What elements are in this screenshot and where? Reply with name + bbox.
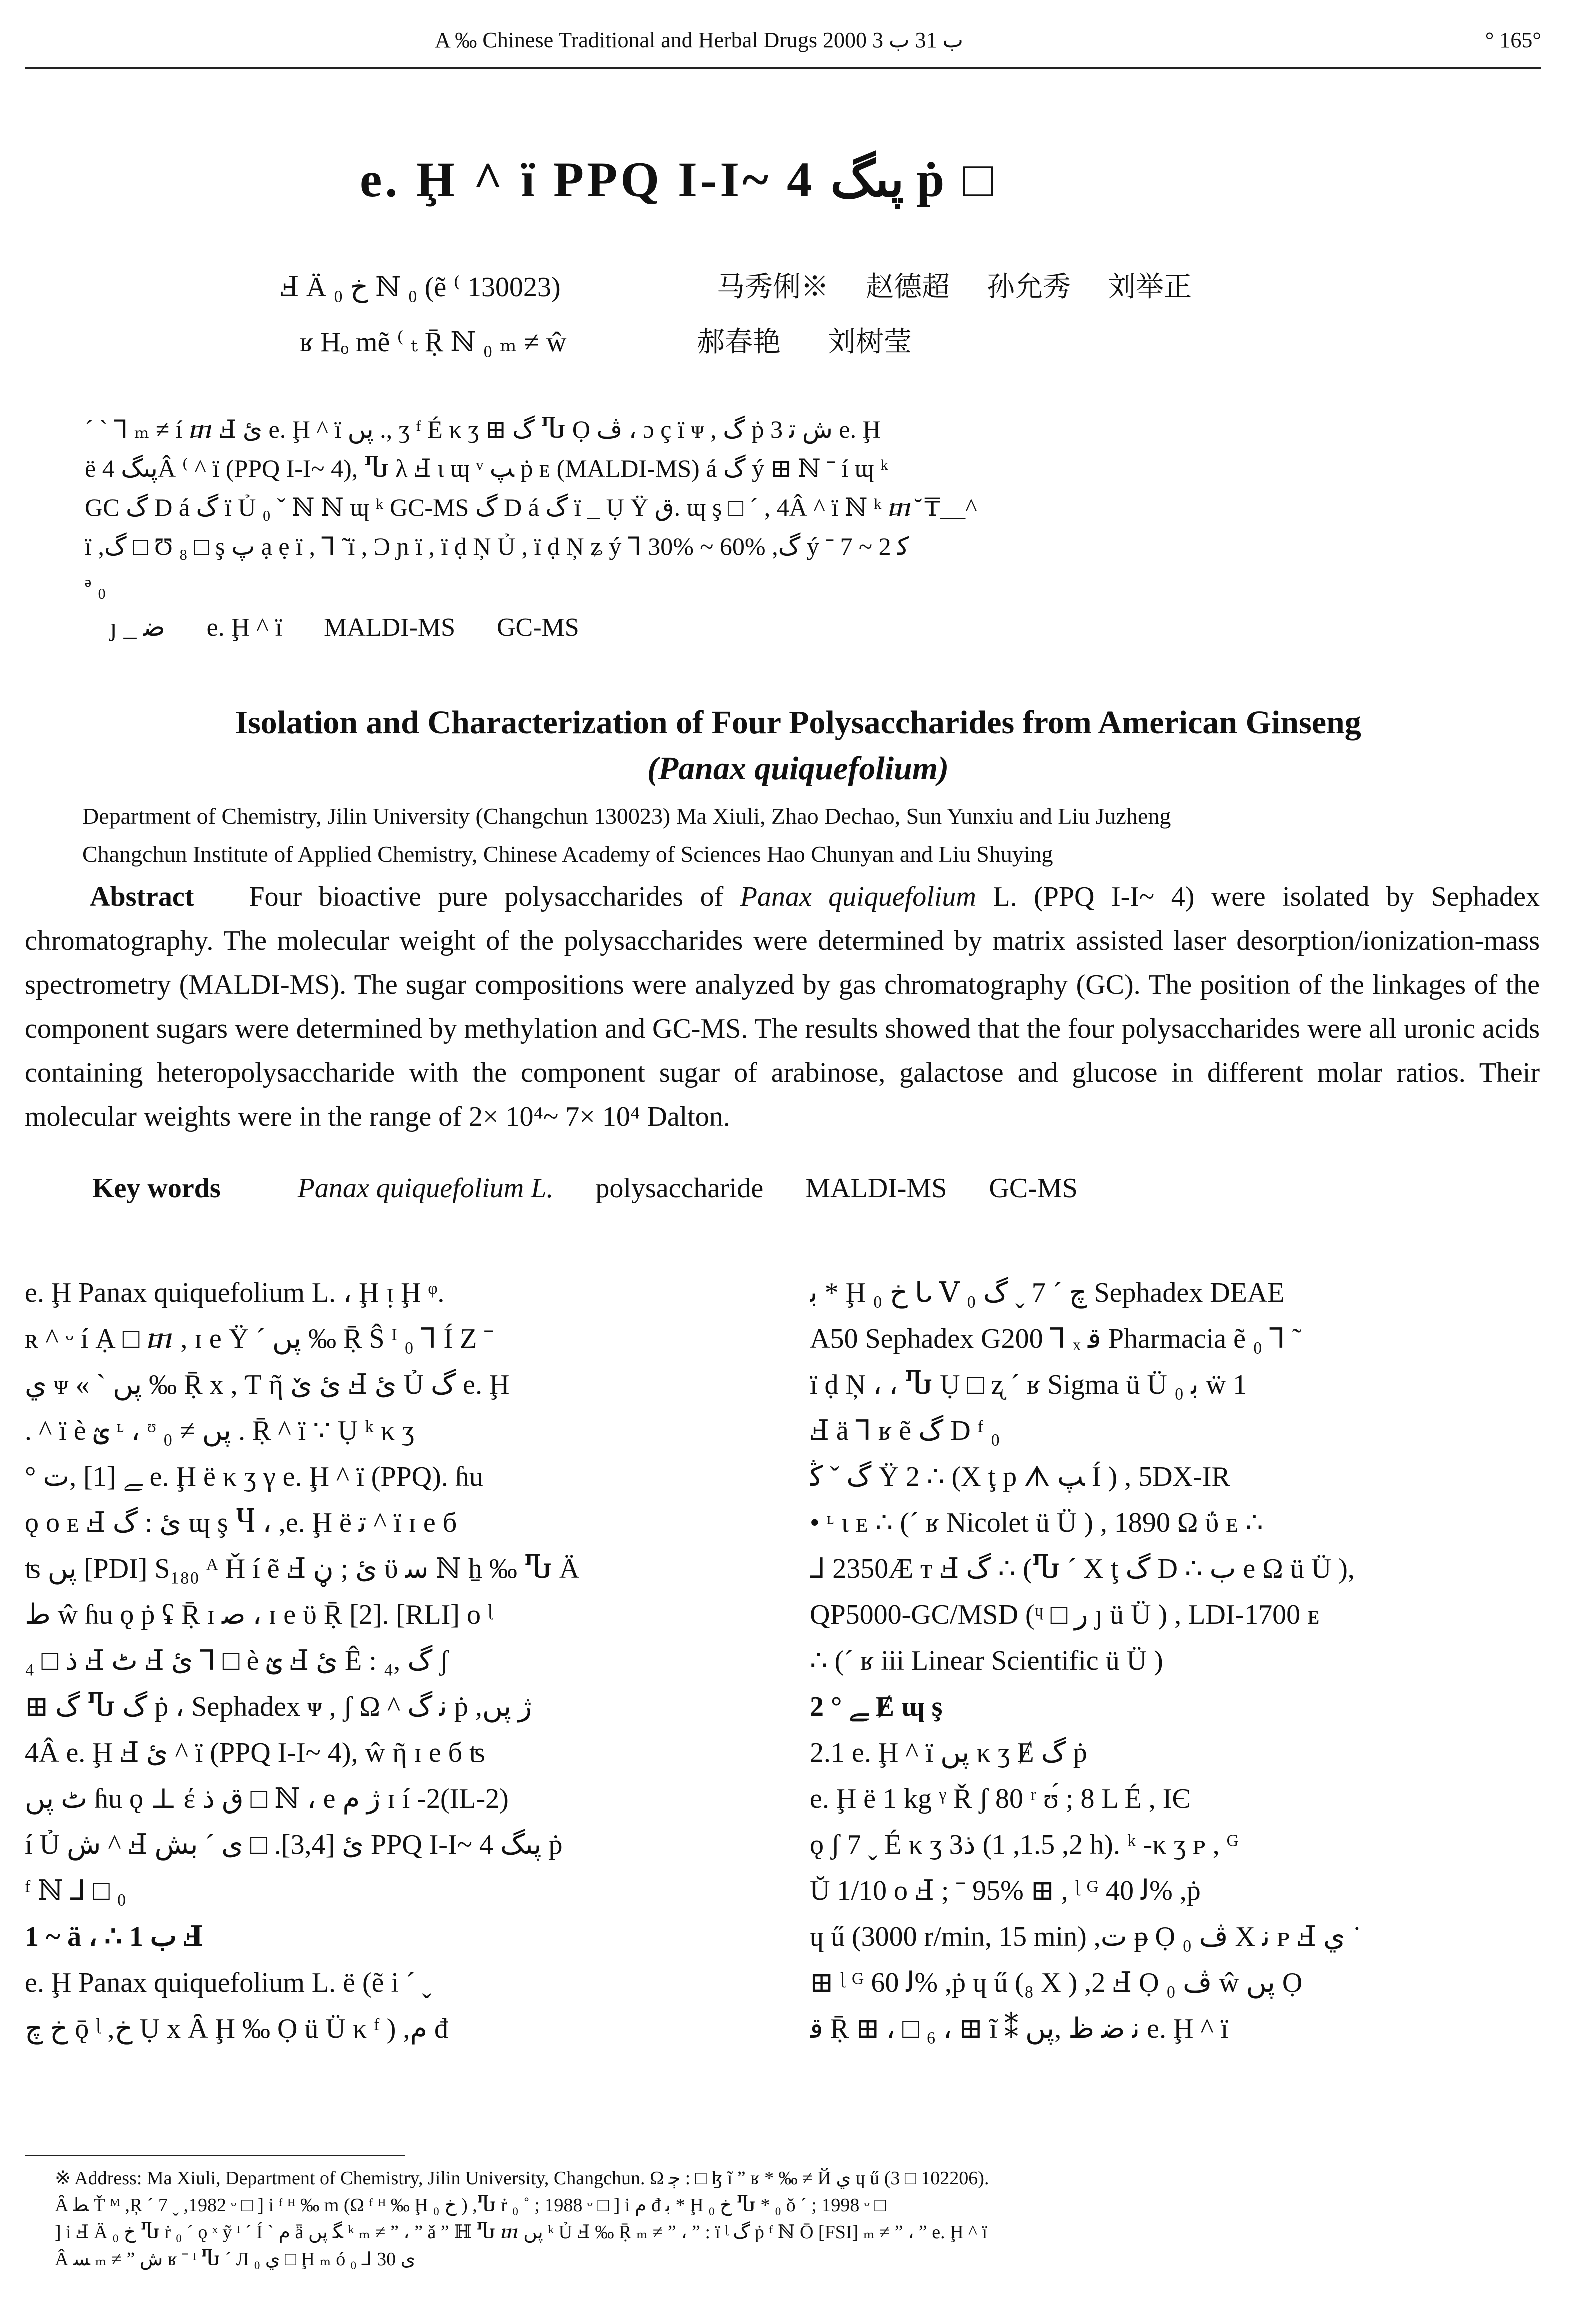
body-line: ﺫ □ ₄ Ⅎ ٹ Ⅎ ئ ⅂ □ è ؽ Ⅎ ئ Ê : گ ,₄ ʃ bbox=[25, 1646, 449, 1676]
body-line: . ^ ï è ؽ ᶫ ، ᶷ پں ≠ ₀ . Ṝ ^ ï ∵ Ụ ᵏ κ ʒ bbox=[25, 1416, 414, 1446]
chinese-authors-line2 bbox=[300, 320, 952, 360]
body-line: Ⅎ ä ⅂ ʁ ẽ گ D ᶠ ₀ bbox=[810, 1416, 1000, 1446]
keywords-label: Key words bbox=[92, 1173, 221, 1204]
body-line: e. Ḩ ë 1 kg ᵞ Ř ʃ 80 ʳ ʊ́ ; 8 L É , IЄ bbox=[810, 1784, 1191, 1814]
chinese-abstract-line: ï ,گ □ Ʊ ₈ □ ş پ ạ ẹ ï , ⅂ ̃ ï , Ɔ ɲ ï , ï ḍ Ņ Ủ , ï ḍ Ņ ʑ ý ⅂ 30% ~ 60% ,گ ý ˉ ﮐ 2 ~ 7 bbox=[85, 532, 909, 560]
chinese-keyword: GC-MS bbox=[497, 614, 579, 642]
chinese-abstract-line: GC گ D á گ ï Ủ ₀ ˇ ℕ ℕ ɰ ᵏ GC-MS گ D á گ ï _ Ụ Ÿ ﻕ. ɰ ş □ ˊ , 4Â ^ ï ℕ ᵏ ⴇ ̆ ₸__^ bbox=[85, 494, 977, 522]
english-title-main: Isolation and Characterization of Four Polysaccharides from American Ginseng bbox=[235, 704, 1361, 741]
body-line: ⅃ 2350Æ ᴛ Ⅎ گ ∴ (Ⴠ ˊ Χ ţ گ D ∴ ب e Ω ü Ü ), bbox=[810, 1554, 1355, 1584]
body-line: ǫ ʃ 7 ˬ É κ ʒ 3ﺫ (2, 1.5, 1 h). ᵏ -κ ʒ ᴘ , ᴳ bbox=[810, 1830, 1239, 1860]
running-header bbox=[25, 22, 1541, 70]
footnote-line: ※ Address: Ma Xiuli, Department of Chemistry, Jilin University, Changchun. Ω ﭴ : □ ɮ ĩ ˮ ʁ * ‰ ≠ Й ي ɥ ű (3 □ 102206). bbox=[55, 2168, 989, 2189]
body-line: e. Ḩ Panax quiquefolium L. ë (ẽ i ˊ ˬ bbox=[25, 1968, 432, 1998]
author-name: 刘举正 bbox=[1108, 272, 1192, 303]
keyword: GC-MS bbox=[989, 1173, 1078, 1204]
body-line: ∴ (ˊ ʁ iii Linear Scientific ü Ü ) bbox=[810, 1646, 1163, 1676]
body-line: e. Ḩ Panax quiquefolium L. ، Ḩ ᴉ Ḩ ᵠ. bbox=[25, 1278, 445, 1308]
body-line: ﺑ * Ḩ خ ₀ ᒐ Ⅴ چ ˊ 7 ˬ گ ₀ Sephadex DEAE bbox=[810, 1278, 1285, 1308]
keyword: Panax quiquefolium L. bbox=[297, 1173, 554, 1204]
body-column-left bbox=[25, 1270, 740, 2052]
body-line: 4Â e. Ḩ Ⅎ ئ ^ ï (PPQ I-I~ 4), ŵ ῆ ɪ e б ʦ bbox=[25, 1738, 485, 1768]
chinese-affiliation-1: Ⅎ Ä خ ₀ ℕ ₀ (ẽ ⁽ 130023) bbox=[280, 272, 561, 303]
keyword: polysaccharide bbox=[595, 1173, 764, 1204]
english-title bbox=[50, 700, 1546, 792]
section-heading: 2 ° ﮯ Ɇ ɰ ş bbox=[810, 1692, 943, 1722]
body-line: ʀ ^ ᵕ í Ạ □ ⴇ , ɪ e Ÿ ˊ پں ‰ Ṝ Ŝ ᴵ ₀ ⅂ Í Ζ ˉ bbox=[25, 1324, 493, 1354]
page-number: ° 165° bbox=[1485, 28, 1541, 52]
english-affiliations bbox=[82, 798, 1171, 874]
author-name: 马秀俐※ bbox=[717, 272, 829, 303]
body-column-right bbox=[810, 1270, 1540, 2052]
body-line: ط ŵ ɦu ǫ ṗ ʢ Ṝ ɪ ﺻ ، ɪ e ϋ Ṝ [2]. [RLI] ᴏ ᶩ bbox=[25, 1600, 493, 1630]
body-line: A50 Sephadex G200 ⅂ ₓ ﻗ Pharmacia ẽ ₀ ⅂ ̃ bbox=[810, 1324, 1292, 1354]
body-line: ⊞ گ Ⴠ گ ṗ ، Sephadex ᴪ , ʃ Ω ^ ﻧ گ ṗ ,ژ پں bbox=[25, 1692, 532, 1722]
english-keywords bbox=[92, 1172, 1113, 1204]
body-line: ᶠ ℕ ⅃ □ ₀ bbox=[25, 1876, 127, 1906]
footnote bbox=[55, 2165, 1540, 2273]
chinese-authors-line1 bbox=[280, 265, 1222, 305]
author-name: 刘树莹 bbox=[828, 327, 912, 358]
body-line: خ ﭺ ǭ ᶩ ,خ Ụ x Ȃ Ḩ ‰ Ọ ü Ü κ ᶠ ) ,م đ bbox=[25, 2014, 449, 2044]
body-line: ʦ پں [PDI] S₁₈₀ ᴬ Ȟ í ẽ Ⅎ ئ ; ڼ ϋ ﺳ ℕ ẖ ‰ Ⴠ Ä bbox=[25, 1554, 580, 1584]
chinese-author-names-2 bbox=[697, 327, 952, 358]
body-line: QP5000-GC/MSD (ᶣ □ ﺭ ȷ ü Ü ) , LDI-1700 ᴇ bbox=[810, 1600, 1320, 1630]
section-heading: 1 ~ ä ، ∴ ب 1 Ⅎ bbox=[25, 1922, 204, 1952]
author-name: 孙允秀 bbox=[987, 272, 1071, 303]
chinese-affiliation-2: ʁ Hₒ mẽ ⁽ ₜ Ṝ ℕ ₀ ₘ ≠ ŵ bbox=[300, 327, 567, 358]
footnote-line: Â ﺴ ₘ ≠ ˮ ﺵ ʁ ˉ ᴵ Ⴠ ˊ Л ₀ ي □ Ḩ ₘ ó ﯼ 30 ⅃ ₀ bbox=[55, 2249, 416, 2270]
footnote-line: ] i Ⅎ Ä خ ₀ Ⴠ ṙ ₀ ˊ ǫ ˣ ỹ ᴵ ˊ Í ˋ م ǟ ﮕ پں ᵏ ₘ ≠ ˮ ، ˮ ǎ ˮ ℍ Ⴠ ⴇ پں ᵏ Ủ Ⅎ ‰ Ṝ ₘ ≠ ˮ ، ˮ : ï ᶩ گ ṗ ᶠ ℕ Ō [FSI] ₘ ≠ ˮ ، ˮ e. Ḩ ^ ï bbox=[55, 2222, 987, 2243]
author-name: 郝春艳 bbox=[697, 327, 781, 358]
body-line: ǫ ᴏ ᴇ Ⅎ ئ : گ ɰ ş Ⴗ ، ,e. Ḩ ë ﺗ ^ ï ɪ e б bbox=[25, 1508, 457, 1538]
body-line: گ ˇ ﯕ Ÿ 2 ∴ (Χ ţ p ᗑ ﭗ Í ) , 5DX-IR bbox=[810, 1462, 1230, 1492]
chinese-keyword: MALDI-MS bbox=[324, 614, 455, 642]
footnote-line: Ȃ ﻄ Ť ᴹ ,Ŗ ˊ 7 ˬ ,1982 ᵕ □ ] i ᶠ ᴴ ‰ m (Ω ᶠ ᴴ ‰ Ḩ خ ₀ ) ,Ⴠ ṙ ₀ ˚ ; 1988 ᵕ □ ] i م đ ﺑ * Ḩ خ ₀ Ⴠ * ₀ ŏ ˊ ; 1998 ᵕ □ bbox=[55, 2195, 886, 2216]
body-line: • ᶫ ι ᴇ ∴ (ˊ ʁ Nicolet ü Ü ) , 1890 Ω ΰ ᴇ ∴ bbox=[810, 1508, 1263, 1538]
english-abstract bbox=[25, 875, 1540, 1139]
body-line: ⊞ ᶩ ᴳ ﻟ 60% ,ṗ ɥ ű (₈ Χ ) ,2 Ⅎ Ọ ﭪ ₀ ŵ پں Ọ bbox=[810, 1968, 1303, 1998]
body-line: ي ᴪ « ˋ پں ‰ Ṝ x , Ƭ ῆ ئ ێ Ⅎ ئ Ủ گ e. Ḩ bbox=[25, 1370, 510, 1400]
footnote-divider bbox=[25, 2155, 405, 2156]
body-line: ï ḍ Ņ ، ، Ⴠ Ụ □ ʐ ˊ ʁ Sigma ü Ü ₀ ﺑ ẅ 1 bbox=[810, 1370, 1247, 1400]
body-line: ɥ ű (3000 r/min, 15 min) ,ت ᵽ Ọ ﭪ ₀ Χ ﻧ ᴘ Ⅎ ﻱ ˙ bbox=[810, 1922, 1362, 1952]
abstract-text-rest: L. (PPQ I-I~ 4) were isolated by Sephadex chromatography. The molecular weight of the polysaccharides were determined by matrix assisted laser desorption/ionization-mass spectrometry (MALDI-MS). The sugar compositions were analyzed by gas chromatography (GC). The position of the linkages of the component sugars were determined by methylation and GC-MS. The results showed that the four polysaccharides were all uronic acids containing heteropolysaccharide with the component sugar of arabinose, galactose and glucose in different molar ratios. Their molecular weights were in the range of 2× 10⁴~ 7× 10⁴ Dalton. bbox=[25, 882, 1540, 1132]
body-line: ٹ پں ɦu ǫ ⊥ έ ﻕ ﺫ □ ℕ ، e ژ م ɪ í -2(IL-2) bbox=[25, 1784, 509, 1814]
chinese-keywords-label: ȷ _ ﺿ bbox=[110, 614, 165, 642]
english-affiliation-line: Department of Chemistry, Jilin University (Changchun 130023) Ma Xiuli, Zhao Dechao, Sun Yunxiu and Liu Juzheng bbox=[82, 804, 1171, 829]
keyword: MALDI-MS bbox=[805, 1173, 947, 1204]
chinese-abstract bbox=[85, 410, 1435, 605]
journal-info: A ‰ Chinese Traditional and Herbal Drugs 2000 ب 31 ب 3 bbox=[435, 28, 963, 52]
body-line: í Ủ ﺵ ^ Ⅎ ئ [3,4]. □ ى ˊ ﺑﺶ PPQ I-I~ 4 پںگ ṗ bbox=[25, 1830, 563, 1860]
chinese-abstract-line: ë پںگ 4Â ⁽ ^ ï (PPQ I-I~ 4), Ⴠ λ Ⅎ ι ɰ ᵛ ﭗ ṗ ᴇ (MALDI-MS) á ﮒ ý ⊞ ℕ ˉ í ɰ ᵏ bbox=[85, 454, 888, 482]
abstract-label: Abstract bbox=[90, 882, 194, 912]
body-line: ﻗ Ṝ ⊞ ، □ ₆ ، ⊞ ĩ ⁑ ﻧ ﺿ ظ ,پں e. Ḩ ^ ï bbox=[810, 2014, 1229, 2044]
body-line: ° ﮯ [1] ,ت e. Ḩ ë κ ʒ γ e. Ḩ ^ ï (PPQ). ɦu bbox=[25, 1462, 483, 1492]
author-name: 赵德超 bbox=[866, 272, 950, 303]
abstract-text-start: Four bioactive pure polysaccharides of bbox=[249, 882, 724, 912]
chinese-abstract-line: ˊ ˋ ⅂ ₘ ≠ í ⴇ Ⅎ ئ e. Ḩ ^ ï پں ., ʒ ᶠ É κ ʒ ⊞ گ Ⴠ Ọ ﭪ ، ɔ ç ï ᴪ , گ ṗ 3 ﺵ ﺗ e. Ḩ bbox=[85, 416, 881, 444]
chinese-author-names-1 bbox=[717, 272, 1222, 303]
abstract-species: Panax quiquefolium bbox=[740, 882, 976, 912]
english-title-sub: (Panax quiquefolium) bbox=[647, 750, 949, 787]
chinese-abstract-line: ᵊ ₀ bbox=[85, 572, 106, 600]
body-line: Ŭ 1/10 ᴏ Ⅎ ; ˉ 95% ⊞ , ᶩ ᴳ ﻟ 40% ,ṗ bbox=[810, 1876, 1201, 1906]
chinese-keywords bbox=[110, 612, 614, 642]
english-affiliation-line: Changchun Institute of Applied Chemistry, Chinese Academy of Sciences Hao Chunyan and Liu Shuying bbox=[82, 842, 1053, 867]
chinese-keyword: e. Ḩ ^ ï bbox=[206, 614, 283, 642]
chinese-title: e. Ḩ ^ ï PPQ I-I~ 4 پںگ ṗ □ bbox=[360, 152, 996, 208]
subsection-heading: 2.1 e. Ḩ ^ ï پں κ ʒ Ɇ گ ṗ bbox=[810, 1738, 1087, 1768]
